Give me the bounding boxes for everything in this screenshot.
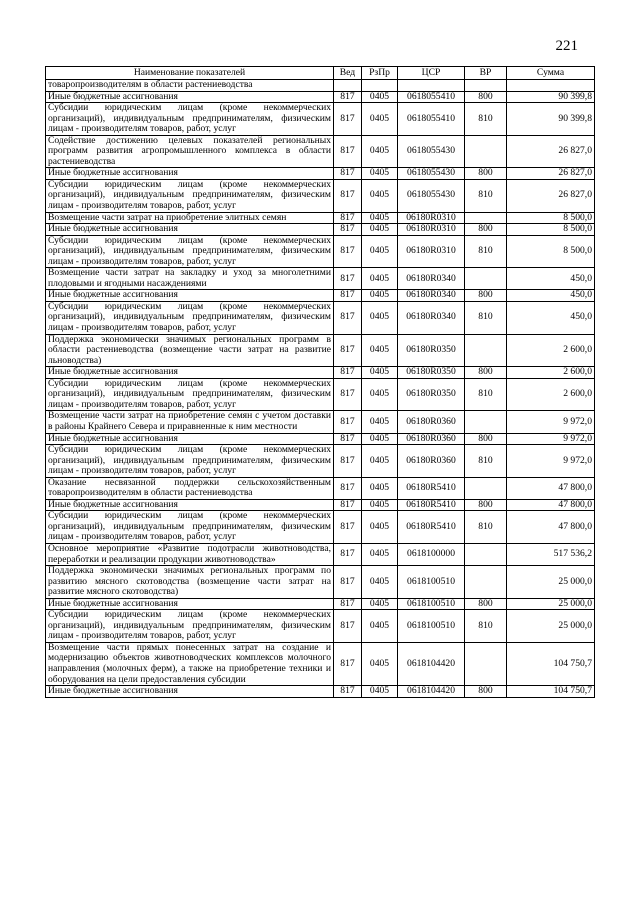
header-name: Наименование показателей — [46, 67, 334, 80]
cell-vr: 810 — [465, 103, 507, 136]
cell-vr: 810 — [465, 445, 507, 478]
cell-sum: 25 000,0 — [507, 610, 595, 643]
budget-table — [45, 66, 595, 698]
cell-csr: 0618100510 — [398, 566, 465, 599]
table-row — [46, 367, 595, 379]
table-row — [46, 103, 595, 136]
table-row — [46, 511, 595, 544]
cell-sum — [507, 80, 595, 92]
table-row — [46, 598, 595, 610]
cell-vr: 810 — [465, 179, 507, 212]
cell-ved: 817 — [334, 610, 362, 643]
cell-rzpr: 0405 — [362, 566, 398, 599]
cell-name: Возмещение части затрат на закладку и уход за многолетними плодовыми и ягодными насаждениями — [46, 268, 334, 290]
table-header-row — [46, 67, 595, 80]
cell-name: Поддержка экономически значимых региональных программ по развитию мясного скотоводства (возмещение части затрат на развитие мясного скотоводства) — [46, 566, 334, 599]
cell-name: Иные бюджетные ассигнования — [46, 168, 334, 180]
cell-csr: 0618055410 — [398, 103, 465, 136]
cell-vr — [465, 334, 507, 367]
page-number: 221 — [555, 38, 578, 54]
cell-ved: 817 — [334, 477, 362, 499]
header-vr: ВР — [465, 67, 507, 80]
cell-rzpr: 0405 — [362, 212, 398, 224]
cell-vr — [465, 135, 507, 168]
table-row — [46, 566, 595, 599]
header-sum: Сумма — [507, 67, 595, 80]
table-row — [46, 91, 595, 103]
table-row — [46, 477, 595, 499]
cell-rzpr: 0405 — [362, 334, 398, 367]
cell-sum: 517 536,2 — [507, 543, 595, 565]
cell-ved: 817 — [334, 566, 362, 599]
table-row — [46, 445, 595, 478]
cell-sum: 26 827,0 — [507, 179, 595, 212]
cell-name: Иные бюджетные ассигнования — [46, 290, 334, 302]
cell-ved: 817 — [334, 543, 362, 565]
cell-csr: 06180R0360 — [398, 445, 465, 478]
header-rzpr: РзПр — [362, 67, 398, 80]
cell-rzpr: 0405 — [362, 301, 398, 334]
cell-ved: 817 — [334, 268, 362, 290]
cell-rzpr: 0405 — [362, 543, 398, 565]
cell-rzpr: 0405 — [362, 367, 398, 379]
cell-csr: 0618100000 — [398, 543, 465, 565]
cell-sum: 450,0 — [507, 301, 595, 334]
cell-ved: 817 — [334, 224, 362, 236]
cell-vr: 800 — [465, 224, 507, 236]
cell-rzpr: 0405 — [362, 511, 398, 544]
cell-vr: 800 — [465, 598, 507, 610]
cell-vr: 810 — [465, 235, 507, 268]
cell-vr: 800 — [465, 91, 507, 103]
table-row — [46, 610, 595, 643]
cell-name: Субсидии юридическим лицам (кроме некоммерческих организаций), индивидуальным предпринимателям, физическим лицам - производителям товаров, работ, услуг — [46, 445, 334, 478]
cell-name: Иные бюджетные ассигнования — [46, 598, 334, 610]
table-row — [46, 642, 595, 685]
cell-vr: 800 — [465, 168, 507, 180]
cell-vr: 800 — [465, 290, 507, 302]
cell-sum: 104 750,7 — [507, 642, 595, 685]
header-ved: Вед — [334, 67, 362, 80]
cell-sum: 2 600,0 — [507, 334, 595, 367]
cell-ved: 817 — [334, 91, 362, 103]
table-row — [46, 686, 595, 698]
cell-name: Поддержка экономически значимых региональных программ в области растениеводства (возмещение части затрат на развитие льноводства) — [46, 334, 334, 367]
cell-ved — [334, 80, 362, 92]
cell-rzpr: 0405 — [362, 224, 398, 236]
cell-csr: 06180R5410 — [398, 511, 465, 544]
table-row — [46, 179, 595, 212]
cell-ved: 817 — [334, 642, 362, 685]
cell-csr: 06180R0350 — [398, 378, 465, 411]
cell-sum: 26 827,0 — [507, 168, 595, 180]
cell-name: Иные бюджетные ассигнования — [46, 224, 334, 236]
cell-ved: 817 — [334, 135, 362, 168]
cell-name: Иные бюджетные ассигнования — [46, 91, 334, 103]
cell-sum: 26 827,0 — [507, 135, 595, 168]
table-row — [46, 224, 595, 236]
cell-vr: 800 — [465, 686, 507, 698]
cell-name: Возмещение части прямых понесенных затрат на создание и модернизацию объектов животноводческих комплексов молочного направления (молочных ферм), а также на приобретение техники и оборудования на цели предоставления субсидии — [46, 642, 334, 685]
cell-sum: 9 972,0 — [507, 411, 595, 433]
cell-ved: 817 — [334, 499, 362, 511]
cell-csr: 06180R5410 — [398, 499, 465, 511]
cell-name: Субсидии юридическим лицам (кроме некоммерческих организаций), индивидуальным предпринимателям, физическим лицам - производителям товаров, работ, услуг — [46, 378, 334, 411]
cell-csr: 0618055410 — [398, 91, 465, 103]
cell-sum: 25 000,0 — [507, 598, 595, 610]
cell-csr: 06180R0350 — [398, 334, 465, 367]
cell-csr: 0618104420 — [398, 642, 465, 685]
cell-sum: 2 600,0 — [507, 378, 595, 411]
cell-name: Субсидии юридическим лицам (кроме некоммерческих организаций), индивидуальным предпринимателям, физическим лицам - производителям товаров, работ, услуг — [46, 511, 334, 544]
table-row — [46, 334, 595, 367]
cell-name: Иные бюджетные ассигнования — [46, 686, 334, 698]
cell-ved: 817 — [334, 103, 362, 136]
cell-vr — [465, 411, 507, 433]
cell-rzpr: 0405 — [362, 268, 398, 290]
cell-rzpr: 0405 — [362, 235, 398, 268]
cell-rzpr: 0405 — [362, 168, 398, 180]
cell-vr: 800 — [465, 499, 507, 511]
cell-vr: 810 — [465, 610, 507, 643]
table-row — [46, 212, 595, 224]
cell-csr: 0618100510 — [398, 598, 465, 610]
cell-sum: 8 500,0 — [507, 224, 595, 236]
cell-rzpr: 0405 — [362, 445, 398, 478]
cell-sum: 25 000,0 — [507, 566, 595, 599]
cell-csr — [398, 80, 465, 92]
cell-name: Субсидии юридическим лицам (кроме некоммерческих организаций), индивидуальным предпринимателям, физическим лицам - производителям товаров, работ, услуг — [46, 103, 334, 136]
table-row — [46, 290, 595, 302]
cell-csr: 0618055430 — [398, 168, 465, 180]
cell-csr: 06180R0310 — [398, 224, 465, 236]
cell-vr — [465, 543, 507, 565]
cell-rzpr: 0405 — [362, 477, 398, 499]
cell-sum: 47 800,0 — [507, 477, 595, 499]
cell-rzpr: 0405 — [362, 290, 398, 302]
table-row — [46, 499, 595, 511]
cell-sum: 90 399,8 — [507, 103, 595, 136]
cell-rzpr: 0405 — [362, 378, 398, 411]
cell-rzpr: 0405 — [362, 499, 398, 511]
cell-ved: 817 — [334, 334, 362, 367]
table-row — [46, 235, 595, 268]
cell-csr: 0618055430 — [398, 179, 465, 212]
cell-name: Субсидии юридическим лицам (кроме некоммерческих организаций), индивидуальным предпринимателям, физическим лицам - производителям товаров, работ, услуг — [46, 179, 334, 212]
cell-name: Субсидии юридическим лицам (кроме некоммерческих организаций), индивидуальным предпринимателям, физическим лицам - производителям товаров, работ, услуг — [46, 301, 334, 334]
cell-ved: 817 — [334, 511, 362, 544]
cell-ved: 817 — [334, 445, 362, 478]
cell-vr — [465, 477, 507, 499]
cell-csr: 0618100510 — [398, 610, 465, 643]
cell-sum: 47 800,0 — [507, 511, 595, 544]
table-row — [46, 80, 595, 92]
cell-csr: 06180R0350 — [398, 367, 465, 379]
table-row — [46, 135, 595, 168]
cell-csr: 06180R0360 — [398, 411, 465, 433]
cell-rzpr: 0405 — [362, 179, 398, 212]
cell-rzpr: 0405 — [362, 610, 398, 643]
header-csr: ЦСР — [398, 67, 465, 80]
table-row — [46, 301, 595, 334]
cell-rzpr — [362, 80, 398, 92]
cell-ved: 817 — [334, 168, 362, 180]
cell-vr: 800 — [465, 433, 507, 445]
cell-sum: 9 972,0 — [507, 445, 595, 478]
cell-ved: 817 — [334, 290, 362, 302]
cell-rzpr: 0405 — [362, 103, 398, 136]
cell-csr: 0618104420 — [398, 686, 465, 698]
cell-sum: 450,0 — [507, 268, 595, 290]
cell-csr: 06180R0340 — [398, 301, 465, 334]
cell-csr: 06180R0310 — [398, 235, 465, 268]
cell-name: Основное мероприятие «Развитие подотрасли животноводства, переработки и реализации продукции животноводства» — [46, 543, 334, 565]
cell-rzpr: 0405 — [362, 686, 398, 698]
cell-csr: 06180R0360 — [398, 433, 465, 445]
cell-ved: 817 — [334, 212, 362, 224]
table-row — [46, 268, 595, 290]
cell-csr: 06180R0340 — [398, 290, 465, 302]
cell-vr — [465, 80, 507, 92]
cell-vr — [465, 212, 507, 224]
cell-csr: 06180R5410 — [398, 477, 465, 499]
cell-name: Иные бюджетные ассигнования — [46, 367, 334, 379]
cell-rzpr: 0405 — [362, 411, 398, 433]
cell-name: Субсидии юридическим лицам (кроме некоммерческих организаций), индивидуальным предпринимателям, физическим лицам - производителям товаров, работ, услуг — [46, 610, 334, 643]
cell-vr: 810 — [465, 378, 507, 411]
cell-rzpr: 0405 — [362, 598, 398, 610]
cell-vr: 810 — [465, 301, 507, 334]
cell-sum: 2 600,0 — [507, 367, 595, 379]
cell-vr: 810 — [465, 511, 507, 544]
cell-csr: 06180R0310 — [398, 212, 465, 224]
cell-vr: 800 — [465, 367, 507, 379]
cell-ved: 817 — [334, 179, 362, 212]
cell-ved: 817 — [334, 235, 362, 268]
cell-vr — [465, 642, 507, 685]
cell-ved: 817 — [334, 598, 362, 610]
cell-rzpr: 0405 — [362, 433, 398, 445]
cell-name: Иные бюджетные ассигнования — [46, 433, 334, 445]
cell-ved: 817 — [334, 686, 362, 698]
cell-ved: 817 — [334, 411, 362, 433]
cell-ved: 817 — [334, 367, 362, 379]
table-row — [46, 168, 595, 180]
cell-name: Возмещение части затрат на приобретение элитных семян — [46, 212, 334, 224]
cell-csr: 06180R0340 — [398, 268, 465, 290]
cell-name: Оказание несвязанной поддержки сельскохозяйственным товаропроизводителям в области растениеводства — [46, 477, 334, 499]
table-row — [46, 411, 595, 433]
cell-sum: 8 500,0 — [507, 212, 595, 224]
cell-name: товаропроизводителям в области растениеводства — [46, 80, 334, 92]
cell-name: Иные бюджетные ассигнования — [46, 499, 334, 511]
cell-sum: 450,0 — [507, 290, 595, 302]
cell-vr — [465, 268, 507, 290]
cell-rzpr: 0405 — [362, 642, 398, 685]
table-row — [46, 433, 595, 445]
table-body — [46, 80, 595, 698]
table-row — [46, 378, 595, 411]
cell-sum: 90 399,8 — [507, 91, 595, 103]
cell-csr: 0618055430 — [398, 135, 465, 168]
cell-ved: 817 — [334, 301, 362, 334]
cell-sum: 104 750,7 — [507, 686, 595, 698]
cell-sum: 9 972,0 — [507, 433, 595, 445]
cell-sum: 47 800,0 — [507, 499, 595, 511]
cell-rzpr: 0405 — [362, 91, 398, 103]
cell-rzpr: 0405 — [362, 135, 398, 168]
cell-sum: 8 500,0 — [507, 235, 595, 268]
cell-name: Субсидии юридическим лицам (кроме некоммерческих организаций), индивидуальным предпринимателям, физическим лицам - производителям товаров, работ, услуг — [46, 235, 334, 268]
cell-ved: 817 — [334, 433, 362, 445]
cell-name: Возмещение части затрат на приобретение семян с учетом доставки в районы Крайнего Севера и приравненные к ним местности — [46, 411, 334, 433]
table-row — [46, 543, 595, 565]
cell-vr — [465, 566, 507, 599]
cell-ved: 817 — [334, 378, 362, 411]
cell-name: Содействие достижению целевых показателей региональных программ развития агропромышленного комплекса в области растениеводства — [46, 135, 334, 168]
